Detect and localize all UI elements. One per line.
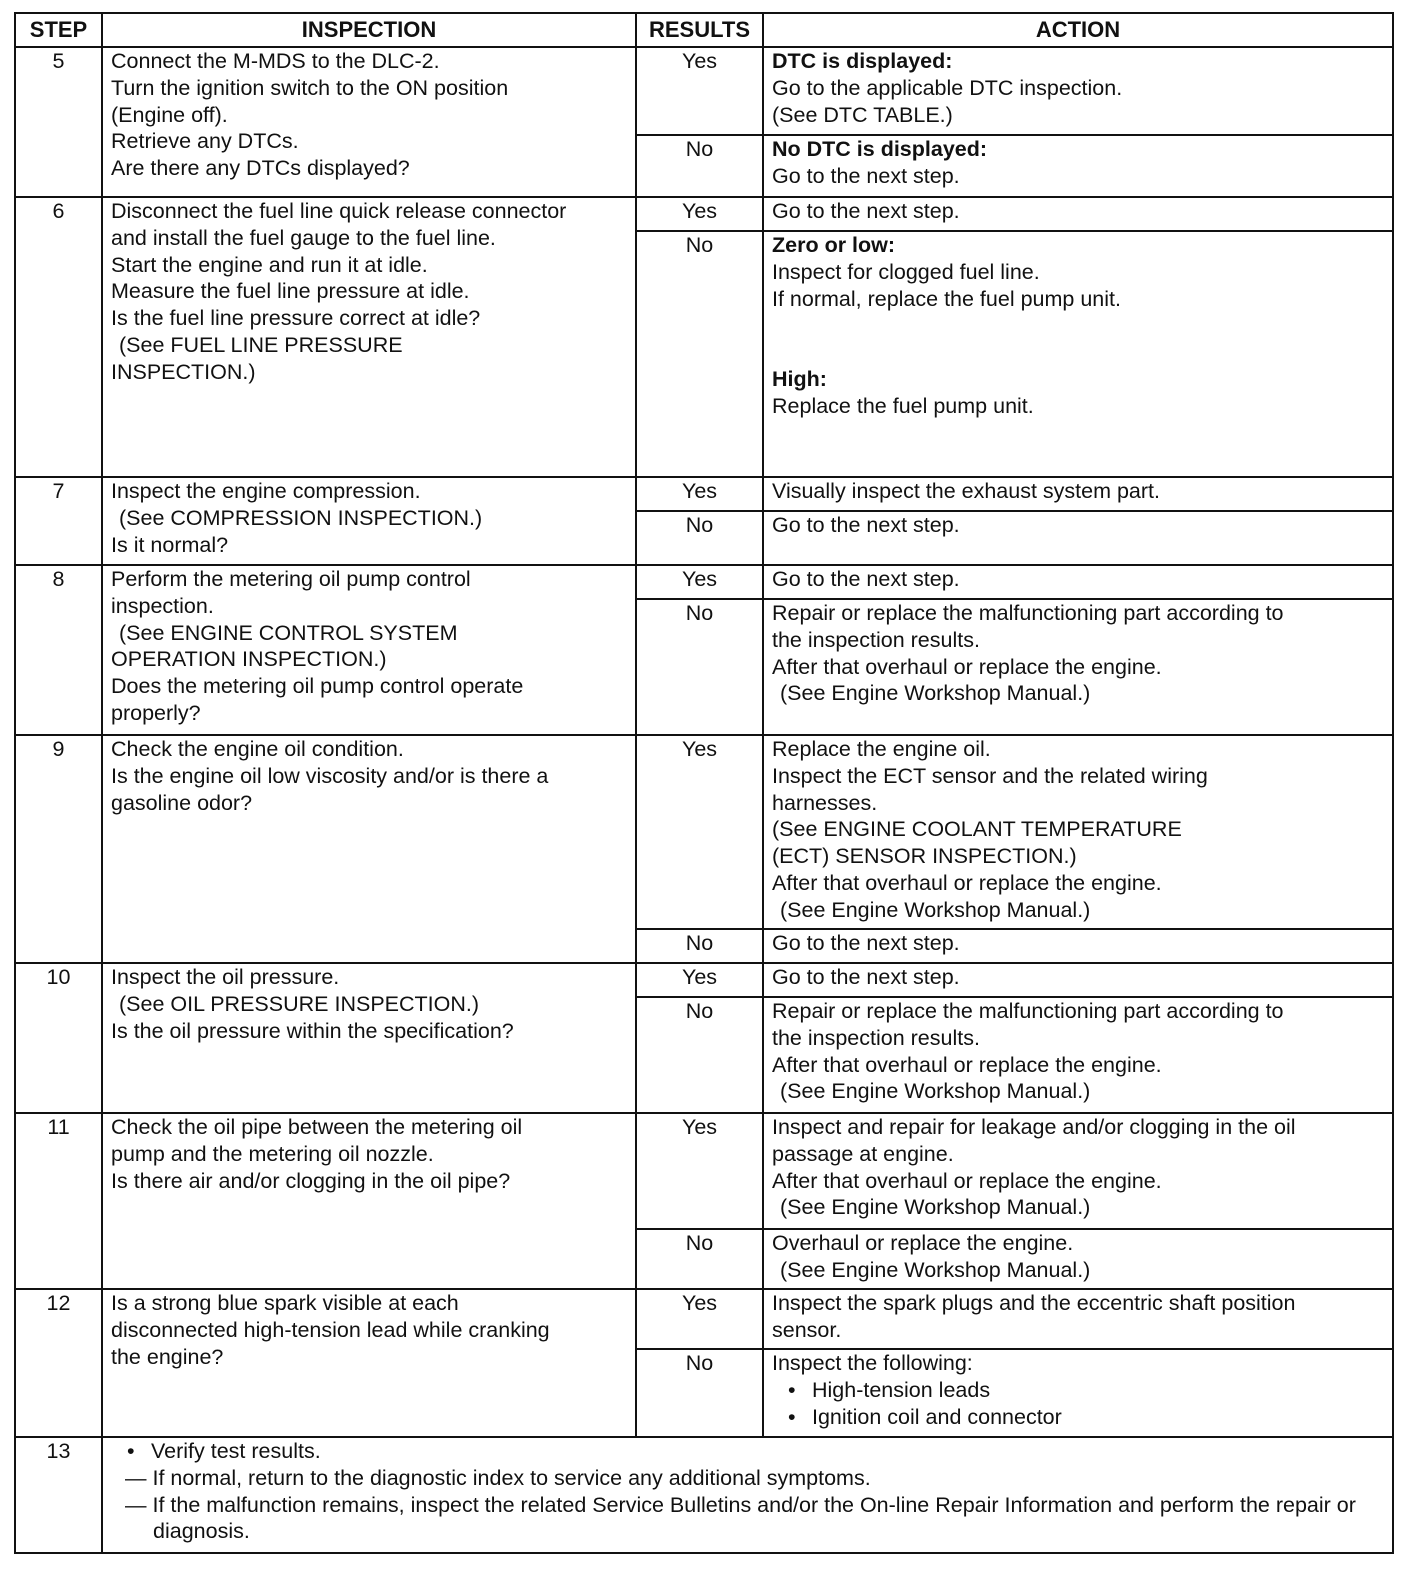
step-number: 12 [15, 1289, 102, 1437]
step-number: 5 [15, 47, 102, 197]
table-row [15, 565, 1393, 599]
action-line: passage at engine. [772, 1141, 954, 1166]
action-line: (See Engine Workshop Manual.) [780, 897, 1091, 922]
table-row [15, 1113, 1393, 1229]
action-line: Inspect for clogged fuel line. [772, 259, 1040, 284]
table-row [15, 1289, 1393, 1349]
action-heading: Zero or low: [772, 233, 896, 257]
inspection-line: properly? [111, 700, 201, 725]
header-action: ACTION [763, 13, 1393, 47]
result-yes: Yes [636, 477, 763, 511]
inspection-line: disconnected high-tension lead while cranking [111, 1317, 550, 1342]
table-row [15, 197, 1393, 231]
action-line: Repair or replace the malfunctioning part according to [772, 999, 1284, 1023]
header-results: RESULTS [636, 13, 763, 47]
action-cell [763, 511, 1393, 565]
action-cell [763, 1113, 1393, 1229]
inspection-line: Is a strong blue spark visible at each [111, 1291, 459, 1315]
inspection-line: Is the fuel line pressure correct at idle? [111, 306, 481, 331]
step-number: 11 [15, 1113, 102, 1289]
action-line: Go to the next step. [772, 163, 960, 188]
action-line: (See Engine Workshop Manual.) [780, 681, 1091, 706]
action-cell [763, 231, 1393, 477]
step-number: 10 [15, 963, 102, 1113]
inspection-line: Retrieve any DTCs. [111, 129, 299, 154]
action-cell [763, 565, 1393, 599]
action-line: Repair or replace the malfunctioning part according to [772, 601, 1284, 625]
inspection-line: (See COMPRESSION INSPECTION.) [119, 505, 483, 530]
action-line: the inspection results. [772, 627, 980, 652]
result-no: No [636, 511, 763, 565]
step-number: 9 [15, 735, 102, 963]
inspection-line: Perform the metering oil pump control [111, 567, 471, 591]
action-cell [763, 1289, 1393, 1349]
list-item: • Verify test results. [121, 1438, 1384, 1465]
result-yes: Yes [636, 47, 763, 135]
inspection-line: OPERATION INSPECTION.) [111, 647, 387, 672]
action-line: (See Engine Workshop Manual.) [780, 1079, 1091, 1104]
inspection-cell [102, 735, 636, 963]
inspection-line: Disconnect the fuel line quick release connector [111, 199, 567, 223]
list-item: • Ignition coil and connector [782, 1404, 1384, 1431]
result-no: No [636, 1349, 763, 1437]
inspection-line: (Engine off). [111, 102, 228, 127]
action-line: Inspect and repair for leakage and/or clogging in the oil [772, 1115, 1296, 1139]
result-yes: Yes [636, 1113, 763, 1229]
action-line: After that overhaul or replace the engine. [772, 654, 1162, 679]
action-line: After that overhaul or replace the engine. [772, 1168, 1162, 1193]
action-line: Inspect the spark plugs and the eccentric shaft position [772, 1291, 1296, 1315]
inspection-line: Does the metering oil pump control operate [111, 674, 524, 699]
inspection-cell [102, 1289, 636, 1437]
inspection-line: the engine? [111, 1344, 224, 1369]
inspection-line: INSPECTION.) [111, 359, 256, 384]
result-yes: Yes [636, 1289, 763, 1349]
inspection-line: Are there any DTCs displayed? [111, 156, 410, 181]
action-line: Go to the next step. [772, 567, 960, 591]
inspection-line: Start the engine and run it at idle. [111, 252, 428, 277]
action-line: Visually inspect the exhaust system part. [772, 479, 1160, 503]
inspection-line: and install the fuel gauge to the fuel line. [111, 225, 496, 250]
inspection-line: inspection. [111, 593, 214, 618]
result-no: No [636, 599, 763, 735]
bullet-list [111, 1438, 1384, 1465]
action-line: sensor. [772, 1317, 842, 1342]
action-cell [763, 47, 1393, 135]
action-line: Overhaul or replace the engine. [772, 1231, 1074, 1255]
action-cell [763, 963, 1393, 997]
action-cell [763, 735, 1393, 929]
table-row [15, 735, 1393, 929]
step-number: 8 [15, 565, 102, 735]
action-heading: No DTC is displayed: [772, 137, 988, 161]
inspection-line: Is the engine oil low viscosity and/or is there a [111, 763, 549, 788]
inspection-line: Is there air and/or clogging in the oil pipe? [111, 1168, 511, 1193]
action-line: Replace the fuel pump unit. [772, 394, 1034, 419]
action-line: Go to the next step. [772, 199, 960, 223]
diagnostic-page [14, 12, 1392, 1554]
inspection-line: Is it normal? [111, 532, 229, 557]
inspection-line: Inspect the engine compression. [111, 479, 421, 503]
inspection-line: (See ENGINE CONTROL SYSTEM [119, 620, 458, 645]
action-line: the inspection results. [772, 1025, 980, 1050]
list-item: • High-tension leads [782, 1377, 1384, 1404]
action-cell [763, 1349, 1393, 1437]
spacer [772, 312, 1384, 366]
step-number: 6 [15, 197, 102, 477]
result-no: No [636, 135, 763, 197]
inspection-cell [102, 1437, 1393, 1553]
action-line: Go to the next step. [772, 965, 960, 989]
action-line: Inspect the ECT sensor and the related wiring [772, 763, 1208, 788]
result-no: No [636, 231, 763, 477]
action-heading: High: [772, 367, 827, 392]
action-line: Replace the engine oil. [772, 737, 991, 761]
table-row [15, 1437, 1393, 1553]
dash-item: — If the malfunction remains, inspect the related Service Bulletins and/or the On-line Repair Information and perform the repair or diagnosis. [125, 1492, 1356, 1544]
table-header-row [15, 13, 1393, 47]
action-line: harnesses. [772, 790, 878, 815]
inspection-line: (See FUEL LINE PRESSURE [119, 332, 403, 357]
action-cell [763, 1229, 1393, 1289]
action-line: Go to the next step. [772, 931, 960, 955]
action-line: Go to the applicable DTC inspection. [772, 75, 1123, 100]
action-line: (ECT) SENSOR INSPECTION.) [772, 844, 1077, 869]
inspection-cell [102, 47, 636, 197]
result-no: No [636, 1229, 763, 1289]
result-yes: Yes [636, 735, 763, 929]
inspection-line: Inspect the oil pressure. [111, 965, 340, 989]
action-cell [763, 929, 1393, 963]
inspection-line: pump and the metering oil nozzle. [111, 1141, 434, 1166]
dash-item: — If normal, return to the diagnostic index to service any additional symptoms. [125, 1465, 871, 1490]
header-step: STEP [15, 13, 102, 47]
action-line: (See Engine Workshop Manual.) [780, 1257, 1091, 1282]
result-yes: Yes [636, 963, 763, 997]
inspection-line: (See OIL PRESSURE INSPECTION.) [119, 991, 480, 1016]
inspection-cell [102, 565, 636, 735]
action-line: After that overhaul or replace the engine. [772, 870, 1162, 895]
inspection-line: Check the engine oil condition. [111, 737, 404, 761]
table-row [15, 963, 1393, 997]
action-line: (See ENGINE COOLANT TEMPERATURE [772, 817, 1182, 842]
inspection-line: Is the oil pressure within the specification? [111, 1018, 514, 1043]
action-cell [763, 477, 1393, 511]
inspection-line: Measure the fuel line pressure at idle. [111, 279, 470, 304]
result-no: No [636, 929, 763, 963]
result-no: No [636, 997, 763, 1113]
inspection-cell [102, 1113, 636, 1289]
inspection-line: Connect the M-MDS to the DLC-2. [111, 49, 440, 73]
action-cell [763, 599, 1393, 735]
header-inspection: INSPECTION [102, 13, 636, 47]
action-line: If normal, replace the fuel pump unit. [772, 286, 1121, 311]
action-line: (See DTC TABLE.) [772, 102, 953, 127]
step-number: 7 [15, 477, 102, 565]
inspection-cell [102, 477, 636, 565]
inspection-line: Check the oil pipe between the metering oil [111, 1115, 523, 1139]
action-cell [763, 197, 1393, 231]
inspection-line: Turn the ignition switch to the ON position [111, 75, 509, 100]
action-line: Go to the next step. [772, 513, 960, 537]
inspection-line: gasoline odor? [111, 790, 253, 815]
action-cell [763, 135, 1393, 197]
inspection-cell [102, 963, 636, 1113]
bullet-list [772, 1377, 1384, 1431]
action-heading: DTC is displayed: [772, 49, 953, 73]
result-yes: Yes [636, 565, 763, 599]
diagnostic-table [14, 12, 1394, 1554]
result-yes: Yes [636, 197, 763, 231]
action-line: After that overhaul or replace the engine. [772, 1052, 1162, 1077]
action-line: (See Engine Workshop Manual.) [780, 1195, 1091, 1220]
action-line: Inspect the following: [772, 1351, 973, 1375]
inspection-cell [102, 197, 636, 477]
step-number: 13 [15, 1437, 102, 1553]
action-cell [763, 997, 1393, 1113]
table-row [15, 477, 1393, 511]
table-row [15, 47, 1393, 135]
